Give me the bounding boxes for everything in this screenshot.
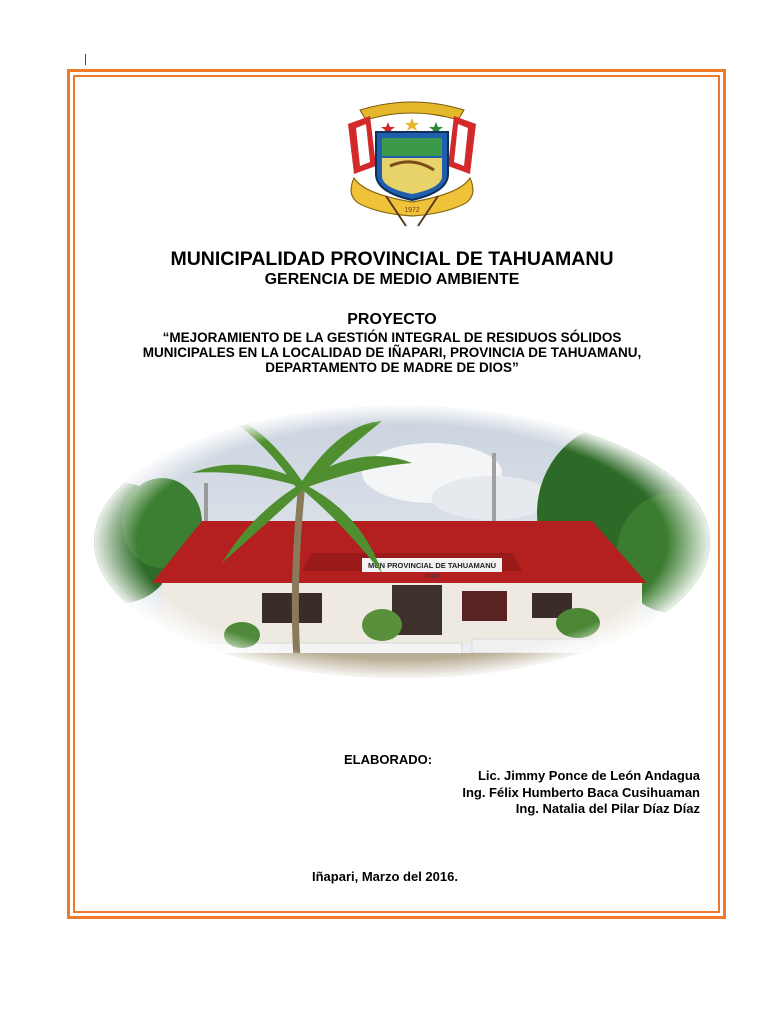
municipal-building-photo <box>92 403 712 681</box>
project-title-line-2: MUNICIPALES EN LA LOCALIDAD DE IÑAPARI, PROVINCIA DE TAHUAMANU, <box>142 345 642 360</box>
project-label: PROYECTO <box>347 311 437 328</box>
organization-title: MUNICIPALIDAD PROVINCIAL DE TAHUAMANU <box>170 248 614 270</box>
author-2: Ing. Félix Humberto Baca Cusihuaman <box>462 784 700 800</box>
project-title-line-1: “MEJORAMIENTO DE LA GESTIÓN INTEGRAL DE RESIDUOS SÓLIDOS <box>162 330 622 345</box>
coat-of-arms-icon <box>340 96 484 230</box>
prepared-by-label: ELABORADO: <box>344 752 433 767</box>
place-and-date: Iñapari, Marzo del 2016. <box>312 869 458 884</box>
author-3: Ing. Natalia del Pilar Díaz Díaz <box>515 801 700 816</box>
project-title-line-3: DEPARTAMENTO DE MADRE DE DIOS” <box>265 360 519 375</box>
author-1: Lic. Jimmy Ponce de León Andagua <box>477 768 700 783</box>
text-cursor <box>85 54 86 65</box>
department-title: GERENCIA DE MEDIO AMBIENTE <box>264 271 520 288</box>
authors-list <box>462 768 700 818</box>
crest-year: 1972 <box>404 207 420 214</box>
